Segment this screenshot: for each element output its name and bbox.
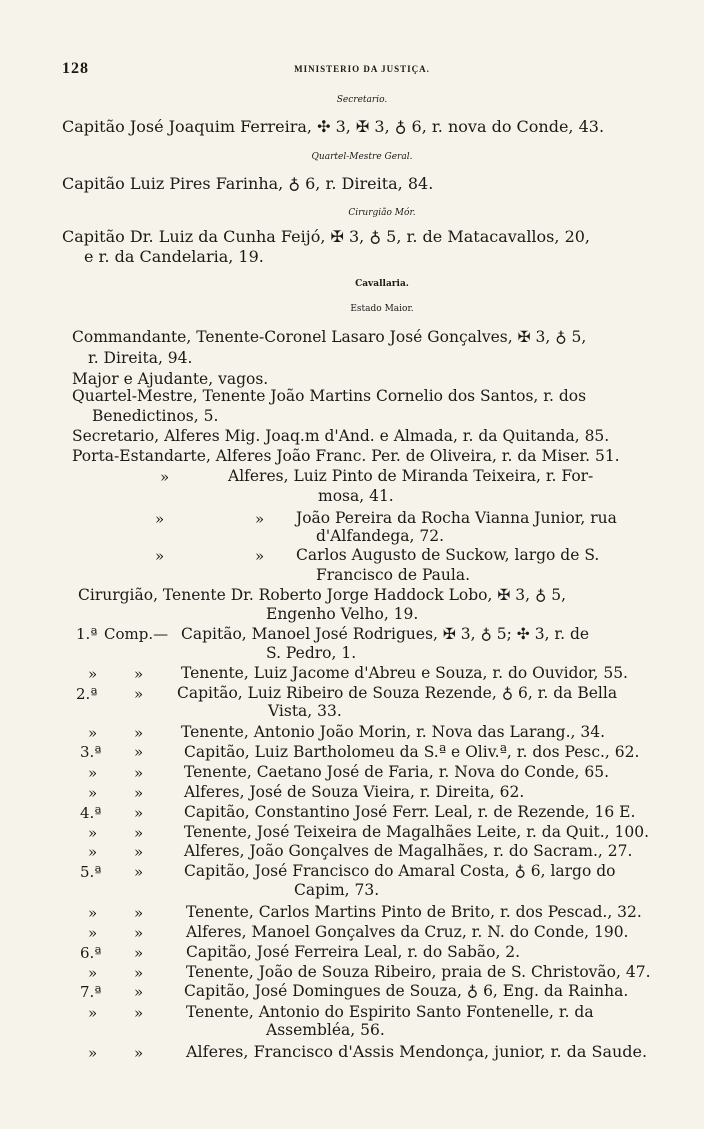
company-entry: Alferes, João Gonçalves de Magalhães, r. do Sacram., 27. [184,842,633,860]
company-entry: Capitão, José Ferreira Leal, r. do Sabão, 2. [186,943,521,961]
ditto-mark: » [134,743,144,761]
company-entry: Capitão, José Domingues de Souza, ♁ 6, Eng. da Rainha. [184,982,629,1000]
page-title: MINISTERIO DA JUSTIÇA. [294,64,430,74]
entry-alferes-2-cont: d'Alfandega, 72. [316,527,445,545]
ditto-mark: » [255,510,265,528]
company-entry-cont: Vista, 33. [268,702,342,720]
entry-secretario: Capitão José Joaquim Ferreira, ✣ 3, ✠ 3, ♁ 6, r. nova do Conde, 43. [62,117,605,136]
ditto-mark: » [134,665,144,683]
ditto-mark: » [134,843,144,861]
entry-quartel-mestre-cav: Quartel-Mestre, Tenente João Martins Cornelio dos Santos, r. dos [72,387,587,405]
ditto-mark: » [134,824,144,842]
company-number: 2.ª [76,685,98,703]
company-number: 7.ª [80,983,102,1001]
ditto-mark: » [134,924,144,942]
ditto-mark: » [134,964,144,982]
section-heading-quartel-mestre: Quartel-Mestre Geral. [311,152,413,162]
company-entry: Tenente, Antonio do Espirito Santo Fontenelle, r. da [186,1003,594,1021]
entry-alferes-1: Alferes, Luiz Pinto de Miranda Teixeira, r. For- [228,467,594,485]
entry-cirurgiao-line1: Capitão Dr. Luiz da Cunha Feijó, ✠ 3, ♁ 5, r. de Matacavallos, 20, [62,227,591,246]
company-entry: Alferes, José de Souza Vieira, r. Direita, 62. [184,783,525,801]
ditto-mark: » [255,547,265,565]
entry-alferes-3-cont: Francisco de Paula. [316,566,471,584]
ditto-mark: » [134,764,144,782]
ditto-mark: » [134,983,144,1001]
entry-commandante-cont: r. Direita, 94. [88,349,193,367]
ditto-mark: » [88,924,98,942]
ditto-mark: » [160,468,170,486]
ditto-mark: » [134,1004,144,1022]
entry-commandante: Commandante, Tenente-Coronel Lasaro José Gonçalves, ✠ 3, ♁ 5, [72,328,587,346]
company-entry: Alferes, Francisco d'Assis Mendonça, junior, r. da Saude. [186,1042,648,1061]
ditto-mark: » [134,904,144,922]
ditto-mark: » [134,724,144,742]
entry-alferes-3: Carlos Augusto de Suckow, largo de S. [296,546,600,564]
ditto-mark: » [134,804,144,822]
company-label: Comp.— [104,625,169,643]
ditto-mark: » [134,944,144,962]
company-entry: Tenente, José Teixeira de Magalhães Leite, r. da Quit., 100. [184,823,650,841]
entry-cirurgiao-line2: e r. da Candelaria, 19. [84,247,264,266]
ditto-mark: » [88,724,98,742]
ditto-mark: » [155,510,165,528]
company-entry: Alferes, Manoel Gonçalves da Cruz, r. N. do Conde, 190. [186,923,629,941]
ditto-mark: » [88,764,98,782]
ditto-mark: » [88,824,98,842]
entry-secretario-cav: Secretario, Alferes Mig. Joaq.m d'And. e Almada, r. da Quitanda, 85. [72,427,610,445]
company-entry: Capitão, Luiz Bartholomeu da S.ª e Oliv.ª, r. dos Pesc., 62. [184,743,640,761]
section-heading-cavallaria: Cavallaria. [355,279,409,289]
ditto-mark: » [88,843,98,861]
entry-quartel-mestre-cav-cont: Benedictinos, 5. [92,407,219,425]
company-number: 6.ª [80,944,102,962]
company-number: 5.ª [80,863,102,881]
company-entry: Capitão, José Francisco do Amaral Costa, ♁ 6, largo do [184,862,616,880]
ditto-mark: » [134,1044,144,1062]
company-entry-cont: Capim, 73. [294,881,380,899]
entry-cirurgiao-cav-cont: Engenho Velho, 19. [266,605,419,623]
company-entry: Tenente, Caetano José de Faria, r. Nova do Conde, 65. [184,763,610,781]
company-number: 4.ª [80,804,102,822]
ditto-mark: » [155,547,165,565]
ditto-mark: » [88,964,98,982]
ditto-mark: » [134,685,144,703]
page-number: 128 [62,60,89,77]
entry-alferes-1-cont: mosa, 41. [318,487,394,505]
company-entry: Capitão, Luiz Ribeiro de Souza Rezende, ♁ 6, r. da Bella [177,684,618,702]
ditto-mark: » [134,784,144,802]
company-number: 1.ª [76,625,98,643]
company-entry: Tenente, Antonio João Morin, r. Nova das Larang., 34. [181,723,606,741]
company-entry: Capitão, Constantino José Ferr. Leal, r. de Rezende, 16 E. [184,803,636,821]
company-entry-cont: S. Pedro, 1. [266,644,357,662]
ditto-mark: » [88,1004,98,1022]
company-entry: Tenente, João de Souza Ribeiro, praia de S. Christovão, 47. [186,963,651,981]
entry-quartel-mestre: Capitão Luiz Pires Farinha, ♁ 6, r. Direita, 84. [62,174,434,193]
company-entry: Tenente, Luiz Jacome d'Abreu e Souza, r. do Ouvidor, 55. [181,664,628,682]
subheading-estado-maior: Estado Maior. [350,304,414,314]
ditto-mark: » [88,904,98,922]
ditto-mark: » [88,665,98,683]
entry-cirurgiao-cav: Cirurgião, Tenente Dr. Roberto Jorge Haddock Lobo, ✠ 3, ♁ 5, [78,586,567,604]
ditto-mark: » [88,784,98,802]
company-entry: Tenente, Carlos Martins Pinto de Brito, r. dos Pescad., 32. [186,903,642,921]
entry-porta-estandarte: Porta-Estandarte, Alferes João Franc. Per. de Oliveira, r. da Miser. 51. [72,447,620,465]
company-entry: Capitão, Manoel José Rodrigues, ✠ 3, ♁ 5; ✣ 3, r. de [181,625,590,643]
company-entry-cont: Assembléa, 56. [266,1021,385,1039]
ditto-mark: » [134,863,144,881]
entry-major: Major e Ajudante, vagos. [72,370,269,388]
company-number: 3.ª [80,743,102,761]
entry-alferes-2: João Pereira da Rocha Vianna Junior, rua [296,509,617,527]
section-heading-cirurgiao: Cirurgião Mór. [348,208,416,218]
ditto-mark: » [88,1044,98,1062]
section-heading-secretario: Secretario. [336,95,388,105]
